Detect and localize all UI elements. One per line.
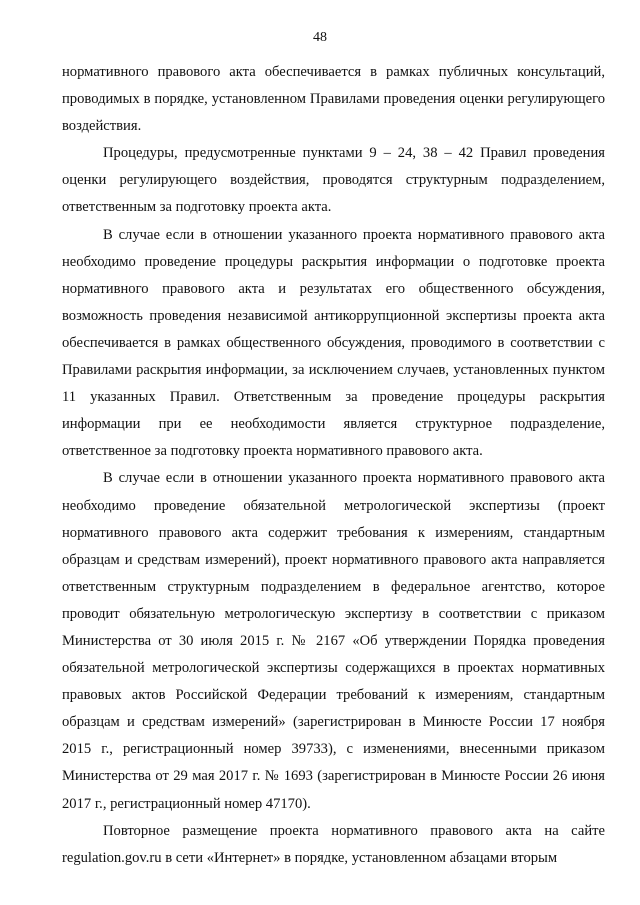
paragraph-procedures: Процедуры, предусмотренные пунктами 9 – 24, 38 – 42 Правил проведения оценки регулирующего воздействия, проводятся структурным подразделением, ответственным за подготовку проекта акта. [62,145,605,216]
paragraph-disclosure: В случае если в отношении указанного проекта нормативного правового акта необходимо проведение процедуры раскрытия информации о подготовке проекта нормативного правового акта и результатах его общественного обсуждения, возможность проведения независимой антикоррупционной экспертизы проекта акта обеспечивается в рамках общественного обсуждения, проводимого в соответствии с Правилами раскрытия информации, за исключением случаев, установленных пунктом 11 указанных Правил. Ответственным за проведение процедуры раскрытия информации при ее необходимости является структурное подразделение, ответственное за подготовку проекта нормативного правового акта. [62,226,605,460]
paragraph-continuation: нормативного правового акта обеспечивается в рамках публичных консультаций, проводимых в порядке, установленном Правилами проведения оценки регулирующего воздействия. [62,64,605,135]
paragraph-metrology: В случае если в отношении указанного проекта нормативного правового акта необходимо проведение обязательной метрологической экспертизы (проект нормативного правового акта содержит требования к измерениям, стандартным образцам и средствам измерений), проект нормативного правового акта направляется ответственным структурным подразделением в федеральное агентство, которое проводит обязательную метрологическую экспертизу в соответствии с приказом Министерства от 30 июля 2015 г. № 2167 «Об утверждении Порядка проведения обязательной метрологической экспертизы содержащихся в проектах нормативных правовых актов Российской Федерации требований к измерениям, стандартным образцам и средствам измерений» (зарегистрирован в Минюсте России 17 ноября 2015 г., регистрационный номер 39733), с изменениями, внесенными приказом Министерства от 29 мая 2017 г. № 1693 (зарегистрирован в Минюсте России 26 июня 2017 г., регистрационный номер 47170). [62,470,605,812]
paragraph-repeat-placement: Повторное размещение проекта нормативного правового акта на сайте regulation.gov.ru в сети «Интернет» в порядке, установленном абзацами вторым [62,822,605,866]
document-body [62,59,605,872]
page-number: 48 [313,30,327,45]
